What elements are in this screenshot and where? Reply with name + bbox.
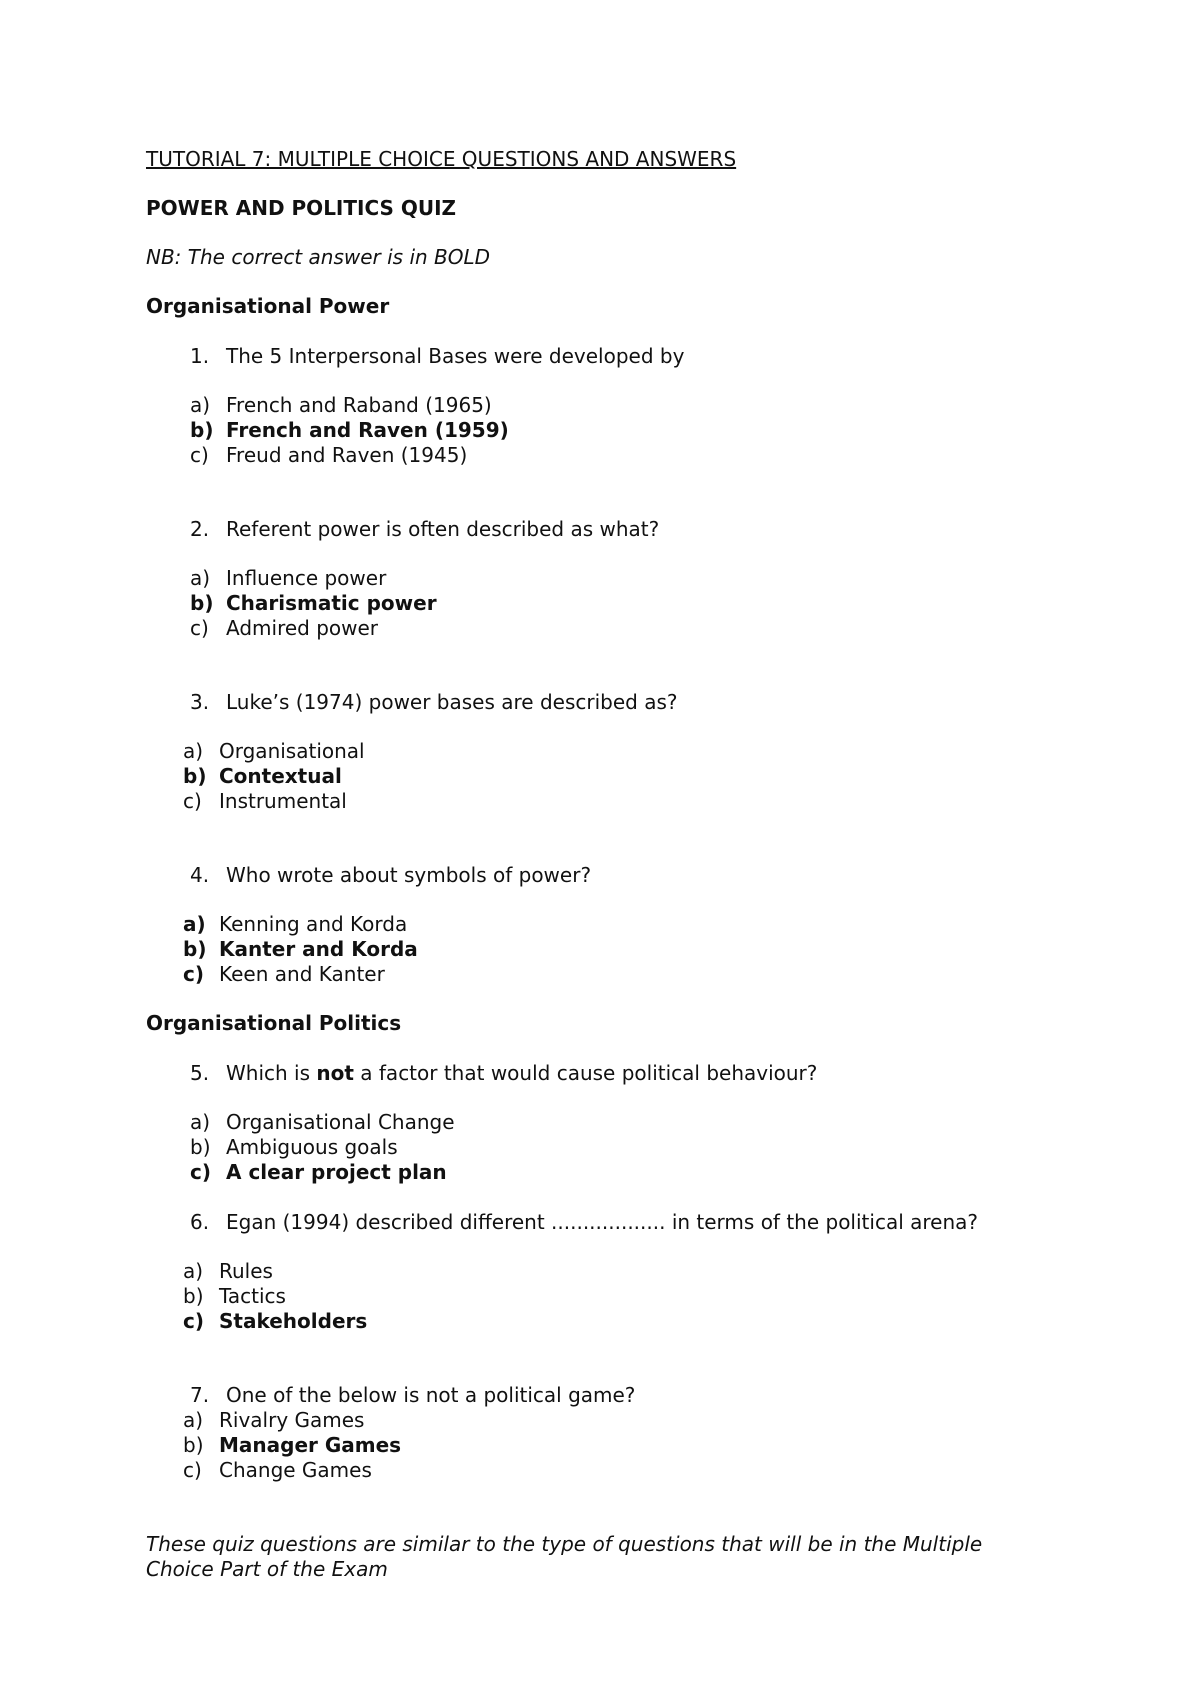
question-6 (190, 1210, 978, 1234)
question-text: The 5 Interpersonal Bases were developed by (226, 344, 685, 368)
option-4a (183, 912, 407, 936)
section-title-power: Organisational Power (146, 294, 390, 318)
question-text-rest: a factor that would cause political behaviour? (353, 1061, 818, 1085)
option-text: Organisational Change (226, 1110, 455, 1134)
question-number: 2. (190, 517, 210, 541)
option-text: Stakeholders (219, 1309, 368, 1333)
option-2a (190, 566, 386, 590)
option-2b-correct (190, 591, 437, 615)
question-number: 1. (190, 344, 210, 368)
option-text: Rivalry Games (219, 1408, 365, 1432)
question-text: Luke’s (1974) power bases are described as? (226, 690, 678, 714)
option-label: b) (183, 1284, 204, 1308)
option-1c (190, 443, 467, 467)
option-label: a) (183, 912, 206, 936)
option-label: b) (183, 764, 207, 788)
option-5a (190, 1110, 455, 1134)
quiz-title: POWER AND POLITICS QUIZ (146, 196, 457, 220)
option-7b-correct (183, 1433, 401, 1457)
option-3b-correct (183, 764, 342, 788)
question-5 (190, 1061, 817, 1085)
option-label: a) (190, 566, 211, 590)
option-text: Influence power (226, 566, 387, 590)
option-label: c) (183, 789, 202, 813)
footer-note-line-2: Choice Part of the Exam (146, 1557, 388, 1581)
option-5b (190, 1135, 398, 1159)
option-7c (183, 1458, 372, 1482)
option-label: b) (183, 937, 207, 961)
option-text: French and Raven (1959) (226, 418, 509, 442)
option-label: c) (183, 1458, 202, 1482)
question-number: 7. (190, 1383, 210, 1407)
option-3a (183, 739, 365, 763)
option-text: Instrumental (219, 789, 347, 813)
question-4 (190, 863, 591, 887)
question-text: Referent power is often described as what? (226, 517, 660, 541)
option-text: Tactics (219, 1284, 286, 1308)
question-emphasis: not (316, 1061, 354, 1085)
question-3 (190, 690, 678, 714)
question-number: 4. (190, 863, 210, 887)
option-text: Keen and Kanter (219, 962, 385, 986)
option-text: Contextual (219, 764, 342, 788)
option-1a (190, 393, 492, 417)
option-label: c) (183, 962, 204, 986)
option-3c (183, 789, 347, 813)
answer-note: NB: The correct answer is in BOLD (146, 245, 491, 269)
option-label: b) (190, 591, 214, 615)
option-text: Organisational (219, 739, 365, 763)
footer-note-line-1: These quiz questions are similar to the type of questions that will be in the Multiple (146, 1532, 983, 1556)
question-1 (190, 344, 684, 368)
question-2 (190, 517, 659, 541)
option-text: Charismatic power (226, 591, 437, 615)
question-text: Who wrote about symbols of power? (226, 863, 592, 887)
option-1b-correct (190, 418, 509, 442)
option-label: a) (190, 1110, 211, 1134)
question-number: 6. (190, 1210, 210, 1234)
question-text: Egan (1994) described different .................. in terms of the political arena? (226, 1210, 979, 1234)
question-text: Which is (226, 1061, 317, 1085)
option-7a (183, 1408, 364, 1432)
option-2c (190, 616, 378, 640)
option-text: French and Raband (1965) (226, 393, 492, 417)
option-4b-correct (183, 937, 418, 961)
option-label: c) (190, 443, 209, 467)
option-6c-correct (183, 1309, 367, 1333)
option-label: b) (190, 418, 214, 442)
option-5c-correct (190, 1160, 447, 1184)
option-label: c) (190, 616, 209, 640)
option-text: Manager Games (219, 1433, 402, 1457)
option-text: Kenning and Korda (219, 912, 408, 936)
question-number: 3. (190, 690, 210, 714)
option-text: A clear project plan (226, 1160, 447, 1184)
option-text: Change Games (219, 1458, 372, 1482)
option-label: b) (190, 1135, 211, 1159)
option-text: Ambiguous goals (226, 1135, 398, 1159)
option-6b (183, 1284, 286, 1308)
option-text: Kanter and Korda (219, 937, 418, 961)
option-label: a) (183, 739, 204, 763)
question-text: One of the below is not a political game? (226, 1383, 636, 1407)
section-title-politics: Organisational Politics (146, 1011, 402, 1035)
option-label: b) (183, 1433, 204, 1457)
option-label: c) (190, 1160, 211, 1184)
option-6a (183, 1259, 273, 1283)
option-text: Rules (219, 1259, 273, 1283)
option-text: Freud and Raven (1945) (226, 443, 468, 467)
option-label: a) (183, 1408, 204, 1432)
option-label: c) (183, 1309, 204, 1333)
option-label: a) (190, 393, 211, 417)
option-label: a) (183, 1259, 204, 1283)
document-heading: TUTORIAL 7: MULTIPLE CHOICE QUESTIONS AND ANSWERS (146, 147, 737, 171)
question-7 (190, 1383, 635, 1407)
option-text: Admired power (226, 616, 379, 640)
question-number: 5. (190, 1061, 210, 1085)
option-4c (183, 962, 385, 986)
